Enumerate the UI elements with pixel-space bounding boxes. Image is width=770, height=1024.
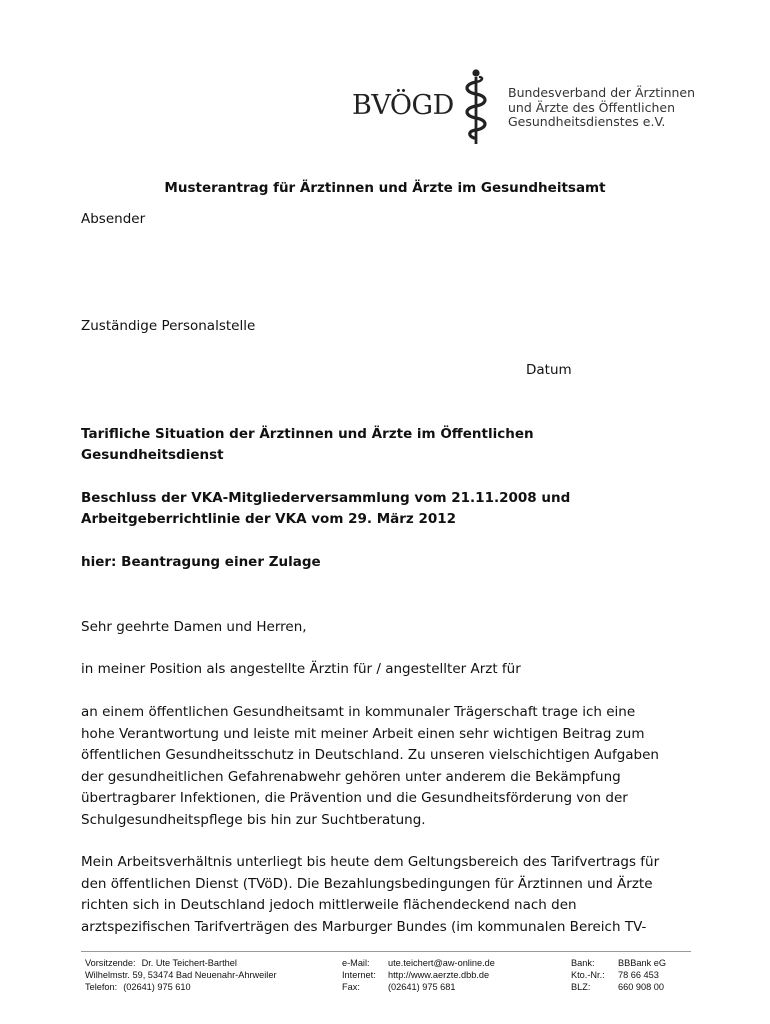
paragraph-line: übertragbarer Infektionen, die Prävention und die Gesundheitsförderung von der — [81, 790, 628, 807]
footer-value: (02641) 975 610 — [123, 981, 191, 992]
subject-line: Beschluss der VKA-Mitgliederversammlung vom 21.11.2008 und — [81, 490, 571, 506]
footer-row — [342, 982, 495, 994]
footer-label: Bank: — [571, 958, 595, 968]
footer-row — [85, 982, 277, 994]
footer-label: e-Mail: — [342, 958, 370, 968]
paragraph-line: Schulgesundheitspflege bis hin zur Suchtberatung. — [81, 811, 426, 828]
staff-of-asclepius-icon — [456, 68, 496, 146]
paragraph-line: Mein Arbeitsverhältnis unterliegt bis heute dem Geltungsbereich des Tarifvertrags für — [81, 854, 660, 870]
footer-label: Vorsitzende: — [85, 958, 136, 968]
personnel-office-label: Zuständige Personalstelle — [81, 318, 256, 334]
logo-text-line: Bundesverband der Ärztinnen — [508, 85, 696, 100]
body-paragraph — [81, 852, 693, 938]
logo-text-line: und Ärzte des Öffentlichen — [508, 99, 675, 115]
footer-contact-online — [342, 958, 495, 993]
footer-label: Telefon: — [85, 981, 118, 992]
footer-label: Fax: — [342, 981, 360, 992]
footer-value: 78 66 453 — [618, 969, 659, 980]
footer-label: Kto.-Nr.: — [571, 969, 605, 980]
footer-label: BLZ: — [571, 981, 591, 992]
footer-address: Wilhelmstr. 59, 53474 Bad Neuenahr-Ahrweiler — [85, 969, 277, 980]
footer-row — [342, 958, 495, 970]
footer-row — [571, 982, 666, 994]
subject-line: Gesundheitsdienst — [81, 447, 224, 463]
paragraph-line: der gesundheitlichen Gefahrenabwehr gehören unter anderem die Bekämpfung — [81, 768, 621, 785]
subject-line: Tarifliche Situation der Ärztinnen und Ärzte im Öffentlichen — [81, 426, 534, 442]
paragraph-line: öffentlichen Gesundheitsschutz in Deutschland. Zu unseren vielschichtigen Aufgaben — [81, 747, 659, 764]
sender-label: Absender — [81, 211, 146, 227]
intro-line: in meiner Position als angestellte Ärztin für / angestellter Arzt für — [81, 661, 521, 677]
footer-row — [342, 970, 495, 982]
footer-contact-chair — [85, 958, 277, 993]
body-paragraph — [81, 702, 693, 832]
footer-row — [85, 958, 277, 970]
date-label: Datum — [526, 362, 572, 378]
paragraph-line: an einem öffentlichen Gesundheitsamt in kommunaler Trägerschaft trage ich eine — [81, 704, 636, 720]
footer-value: Dr. Ute Teichert-Barthel — [141, 958, 237, 968]
logo-wordmark: BVÖGD — [352, 90, 454, 121]
logo-organization-name — [508, 86, 695, 130]
subject-reference: hier: Beantragung einer Zulage — [81, 554, 321, 570]
footer-value: (02641) 975 681 — [388, 981, 456, 992]
footer-row — [85, 970, 277, 982]
website-link[interactable]: http://www.aerzte.dbb.de — [388, 969, 490, 980]
paragraph-line: richten sich in Deutschland jedoch mittlerweile flächendeckend nach den — [81, 897, 577, 914]
paragraph-line: arztspezifischen Tarifverträgen des Marburger Bundes (im kommunalen Bereich TV- — [81, 918, 647, 935]
subject-line: Arbeitgeberrichtlinie der VKA vom 29. März 2012 — [81, 511, 457, 527]
footer-value: BBBank eG — [618, 958, 667, 968]
paragraph-line: den öffentlichen Dienst (TVöD). Die Bezahlungsbedingungen für Ärztinnen und Ärzte — [81, 875, 653, 892]
footer-row — [571, 958, 666, 970]
document-title: Musterantrag für Ärztinnen und Ärzte im Gesundheitsamt — [164, 180, 606, 196]
footer-row — [571, 970, 666, 982]
logo-text-line: Gesundheitsdienstes e.V. — [508, 114, 666, 129]
footer-value: 660 908 00 — [618, 981, 664, 992]
footer-label: Internet: — [342, 969, 376, 980]
paragraph-line: hohe Verantwortung und leiste mit meiner Arbeit einen sehr wichtigen Beitrag zum — [81, 725, 645, 742]
email-link[interactable]: ute.teichert@aw-online.de — [388, 958, 495, 968]
footer-divider — [81, 951, 691, 952]
salutation: Sehr geehrte Damen und Herren, — [81, 619, 307, 635]
footer-bank-details — [571, 958, 666, 993]
header-logo — [352, 68, 712, 148]
